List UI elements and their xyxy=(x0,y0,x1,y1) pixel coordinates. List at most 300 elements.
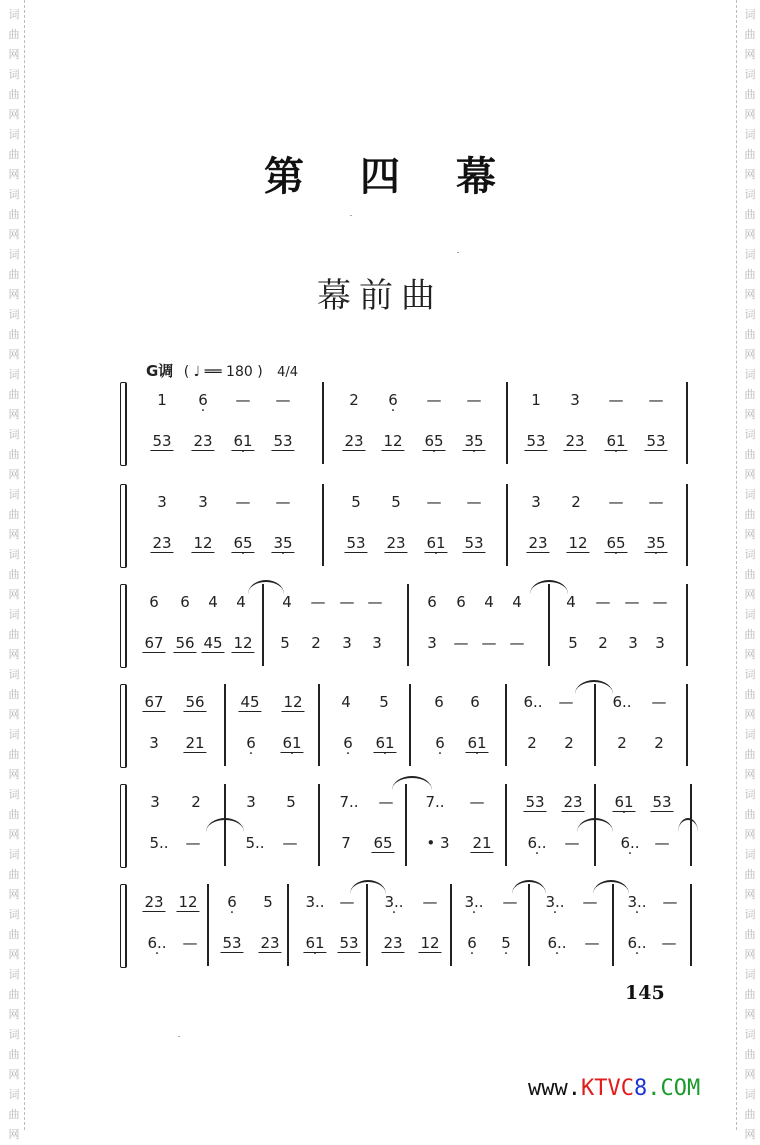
print-speck xyxy=(350,215,352,216)
upper-voice-note: 3 xyxy=(198,493,208,511)
watermark-char: 曲 xyxy=(8,208,20,221)
upper-voice-note: 2 xyxy=(571,493,581,511)
tie-arc xyxy=(512,880,546,894)
barline xyxy=(612,884,614,966)
watermark-char: 曲 xyxy=(8,508,20,521)
watermark-char: 词 xyxy=(744,188,756,201)
lower-voice-note: 5.. xyxy=(149,834,169,852)
upper-voice-note: — xyxy=(558,693,574,711)
lower-voice-note: • 3 xyxy=(426,834,450,852)
watermark-char: 网 xyxy=(744,228,756,241)
watermark-char: 曲 xyxy=(8,868,20,881)
watermark-char: 曲 xyxy=(744,388,756,401)
upper-voice-note: 2 xyxy=(349,391,359,409)
lower-voice-note: 3 xyxy=(655,634,665,652)
upper-voice-note: — xyxy=(235,391,251,409)
site-c: C xyxy=(620,1076,634,1101)
watermark-char: 网 xyxy=(744,1128,756,1141)
system-bracket xyxy=(120,784,127,868)
lower-voice-note: 61 · xyxy=(424,534,447,553)
lower-voice-note: 3 xyxy=(149,734,159,752)
upper-voice-note: 7.. xyxy=(339,793,359,811)
upper-voice-note: — xyxy=(651,693,667,711)
lower-voice-note: 2 xyxy=(617,734,627,752)
tie-arc xyxy=(350,880,386,894)
lower-voice-note: 23 xyxy=(152,534,172,552)
watermark-char: 网 xyxy=(8,288,20,301)
watermark-char: 词 xyxy=(8,68,20,81)
lower-voice-note: 5.. xyxy=(245,834,265,852)
watermark-char: 词 xyxy=(744,788,756,801)
upper-voice-note: 3 xyxy=(157,493,167,511)
lower-voice-note: — xyxy=(453,634,469,652)
site-prefix: www. xyxy=(528,1076,581,1101)
watermark-char: 词 xyxy=(8,548,20,561)
upper-voice-note: — xyxy=(608,493,624,511)
lower-voice-note: 21 xyxy=(472,834,492,852)
watermark-char: 曲 xyxy=(744,148,756,161)
lower-voice-note: 3 xyxy=(427,634,437,652)
lower-voice-note: 3 xyxy=(628,634,638,652)
watermark-char: 词 xyxy=(8,248,20,261)
lower-voice-note: — xyxy=(584,934,600,952)
watermark-char: 词 xyxy=(744,668,756,681)
watermark-char: 曲 xyxy=(8,88,20,101)
watermark-char: 网 xyxy=(8,648,20,661)
barline xyxy=(207,884,209,966)
watermark-group xyxy=(740,5,760,65)
barline xyxy=(366,884,368,966)
score-system xyxy=(0,382,760,464)
watermark-char: 网 xyxy=(744,888,756,901)
system-bracket xyxy=(120,684,127,768)
watermark-char: 网 xyxy=(744,708,756,721)
watermark-char: 词 xyxy=(744,1028,756,1041)
upper-voice-note: — xyxy=(502,893,518,911)
watermark-char: 网 xyxy=(744,768,756,781)
watermark-char: 网 xyxy=(744,588,756,601)
watermark-char: 曲 xyxy=(744,808,756,821)
watermark-char: 曲 xyxy=(744,88,756,101)
watermark-group xyxy=(4,5,24,65)
watermark-char: 曲 xyxy=(8,1108,20,1121)
upper-voice-note: 53 xyxy=(652,793,672,811)
upper-voice-note: — xyxy=(582,893,598,911)
system-bracket xyxy=(120,484,127,568)
score-system xyxy=(0,884,760,966)
watermark-char: 曲 xyxy=(744,328,756,341)
lower-voice-note: 6 · xyxy=(435,734,445,752)
upper-voice-note: 6 xyxy=(434,693,444,711)
watermark-char: 曲 xyxy=(8,808,20,821)
lower-voice-note: 61 · xyxy=(604,432,627,451)
watermark-char: 曲 xyxy=(744,208,756,221)
lower-voice-note: 61 · xyxy=(231,432,254,451)
watermark-char: 曲 xyxy=(744,1108,756,1121)
watermark-char: 曲 xyxy=(744,628,756,641)
barline xyxy=(528,884,530,966)
watermark-char: 网 xyxy=(8,1068,20,1081)
upper-voice-note: 5 xyxy=(286,793,296,811)
upper-voice-note: 3.. · xyxy=(627,893,646,911)
barline xyxy=(409,684,411,766)
watermark-char: 词 xyxy=(8,188,20,201)
lower-voice-note: 65 · xyxy=(231,534,254,553)
watermark-char: 网 xyxy=(744,48,756,61)
watermark-char: 词 xyxy=(744,368,756,381)
score-system xyxy=(0,784,760,866)
watermark-char: 网 xyxy=(8,828,20,841)
watermark-char: 词 xyxy=(8,728,20,741)
watermark-group xyxy=(740,65,760,125)
upper-voice-note: 5 xyxy=(379,693,389,711)
watermark-char: 词 xyxy=(744,1088,756,1101)
watermark-char: 网 xyxy=(744,528,756,541)
upper-voice-note: — xyxy=(275,493,291,511)
watermark-char: 网 xyxy=(744,1008,756,1021)
watermark-char: 网 xyxy=(8,348,20,361)
key-tempo-line xyxy=(146,360,298,381)
barline xyxy=(686,684,688,766)
watermark-char: 曲 xyxy=(8,28,20,41)
lower-voice-note: 12 xyxy=(233,634,253,652)
upper-voice-note: 6 · xyxy=(227,893,237,911)
lower-voice-note: 23 xyxy=(344,432,364,450)
upper-voice-note: — xyxy=(275,391,291,409)
lower-voice-note: 23 xyxy=(193,432,213,450)
watermark-char: 曲 xyxy=(744,568,756,581)
watermark-char: 词 xyxy=(8,8,20,21)
upper-voice-note: 5 xyxy=(351,493,361,511)
watermark-char: 词 xyxy=(744,848,756,861)
upper-voice-note: 4 xyxy=(282,593,292,611)
upper-voice-note: 45 xyxy=(240,693,260,711)
upper-voice-note: — xyxy=(339,893,355,911)
watermark-char: 曲 xyxy=(8,568,20,581)
lower-voice-note: 6 · xyxy=(343,734,353,752)
upper-voice-note: 4 xyxy=(484,593,494,611)
barline xyxy=(287,884,289,966)
watermark-char: 曲 xyxy=(744,688,756,701)
barline xyxy=(318,784,320,866)
watermark-char: 词 xyxy=(744,488,756,501)
watermark-char: 网 xyxy=(8,108,20,121)
upper-voice-note: 3.. · xyxy=(464,893,483,911)
lower-voice-note: 23 xyxy=(260,934,280,952)
upper-voice-note: 3.. · xyxy=(545,893,564,911)
watermark-group xyxy=(4,1025,24,1085)
lower-voice-note: 6 · xyxy=(467,934,477,952)
barline xyxy=(690,884,692,966)
lower-voice-note: 53 xyxy=(526,432,546,450)
watermark-char: 网 xyxy=(744,108,756,121)
lower-voice-note: 12 xyxy=(568,534,588,552)
upper-voice-note: — xyxy=(422,893,438,911)
upper-voice-note: — xyxy=(608,391,624,409)
watermark-char: 网 xyxy=(8,1128,20,1141)
upper-voice-note: 4 xyxy=(512,593,522,611)
lower-voice-note: 2 xyxy=(598,634,608,652)
lower-voice-note: 7 xyxy=(341,834,351,852)
watermark-char: 网 xyxy=(744,468,756,481)
upper-voice-note: 6.. xyxy=(612,693,632,711)
tie-arc xyxy=(577,818,613,832)
barline xyxy=(318,684,320,766)
upper-voice-note: — xyxy=(466,493,482,511)
lower-voice-note: 45 xyxy=(203,634,223,652)
watermark-group xyxy=(4,1085,24,1145)
lower-voice-note: 6.. · xyxy=(627,934,646,952)
act-title: 第四幕 xyxy=(264,153,552,200)
watermark-char: 曲 xyxy=(8,148,20,161)
lower-voice-note: 65 xyxy=(373,834,393,852)
upper-voice-note: — xyxy=(310,593,326,611)
upper-voice-note: 1 xyxy=(157,391,167,409)
watermark-char: 词 xyxy=(8,368,20,381)
watermark-char: 网 xyxy=(8,888,20,901)
lower-voice-note: 3 xyxy=(342,634,352,652)
upper-voice-note: 61 · xyxy=(612,793,635,812)
barline xyxy=(505,684,507,766)
upper-voice-note: 6.. xyxy=(523,693,543,711)
tie-arc xyxy=(678,818,698,832)
upper-voice-note: 1 xyxy=(531,391,541,409)
upper-voice-note: 12 xyxy=(283,693,303,711)
upper-voice-note: 67 xyxy=(144,693,164,711)
watermark-char: 词 xyxy=(8,488,20,501)
upper-voice-note: — xyxy=(662,893,678,911)
watermark-char: 网 xyxy=(8,1008,20,1021)
tempo-marking: ( ♩ ══ 180 ) xyxy=(183,364,263,380)
watermark-char: 曲 xyxy=(744,988,756,1001)
upper-voice-note: 4 xyxy=(566,593,576,611)
upper-voice-note: — xyxy=(426,391,442,409)
watermark-char: 网 xyxy=(8,948,20,961)
upper-voice-note: 6 · xyxy=(198,391,208,409)
lower-voice-note: — xyxy=(185,834,201,852)
tie-arc xyxy=(575,680,613,694)
watermark-group xyxy=(4,965,24,1025)
piece-title: 幕前曲 xyxy=(317,276,443,316)
score-system xyxy=(0,584,760,666)
print-speck xyxy=(457,252,459,253)
lower-voice-note: — xyxy=(182,934,198,952)
lower-voice-note: 53 xyxy=(222,934,242,952)
upper-voice-note: 56 xyxy=(185,693,205,711)
lower-voice-note: 12 xyxy=(193,534,213,552)
watermark-char: 词 xyxy=(744,308,756,321)
key-signature: G调 xyxy=(146,362,174,380)
lower-voice-note: 53 xyxy=(339,934,359,952)
lower-voice-note: 35 · xyxy=(271,534,294,553)
site-suffix: .COM xyxy=(647,1076,701,1101)
lower-voice-note: 21 xyxy=(185,734,205,752)
lower-voice-note: 53 xyxy=(152,432,172,450)
watermark-group xyxy=(4,65,24,125)
watermark-char: 词 xyxy=(744,248,756,261)
watermark-char: 曲 xyxy=(744,508,756,521)
watermark-char: 曲 xyxy=(744,868,756,881)
watermark-char: 网 xyxy=(744,828,756,841)
upper-voice-note: 5 xyxy=(263,893,273,911)
upper-voice-note: 23 xyxy=(144,893,164,911)
lower-voice-note: 67 xyxy=(144,634,164,652)
watermark-char: 词 xyxy=(744,728,756,741)
watermark-char: 词 xyxy=(744,128,756,141)
watermark-char: 曲 xyxy=(8,688,20,701)
watermark-group xyxy=(740,965,760,1025)
lower-voice-note: 65 · xyxy=(604,534,627,553)
watermark-char: 词 xyxy=(744,968,756,981)
lower-voice-note: 23 xyxy=(528,534,548,552)
watermark-char: 网 xyxy=(8,708,20,721)
upper-voice-note: — xyxy=(624,593,640,611)
tie-arc xyxy=(248,580,284,594)
watermark-char: 曲 xyxy=(8,388,20,401)
upper-voice-note: — xyxy=(339,593,355,611)
watermark-char: 曲 xyxy=(8,328,20,341)
barline xyxy=(686,584,688,666)
upper-voice-note: 6 xyxy=(149,593,159,611)
score-system xyxy=(0,684,760,766)
upper-voice-note: 6 xyxy=(470,693,480,711)
lower-voice-note: — xyxy=(654,834,670,852)
upper-voice-note: 6 xyxy=(427,593,437,611)
barline xyxy=(322,484,324,566)
lower-voice-note: 6 · xyxy=(246,734,256,752)
lower-voice-note: 23 xyxy=(383,934,403,952)
upper-voice-note: 4 xyxy=(236,593,246,611)
lower-voice-note: 5 xyxy=(568,634,578,652)
lower-voice-note: 6.. · xyxy=(620,834,639,852)
watermark-char: 曲 xyxy=(8,748,20,761)
watermark-char: 网 xyxy=(8,588,20,601)
lower-voice-note: — xyxy=(481,634,497,652)
watermark-char: 曲 xyxy=(8,268,20,281)
watermark-char: 曲 xyxy=(744,28,756,41)
upper-voice-note: — xyxy=(648,493,664,511)
lower-voice-note: 53 xyxy=(464,534,484,552)
site-8: 8 xyxy=(633,1076,648,1101)
lower-voice-note: — xyxy=(509,634,525,652)
lower-voice-note: 3 xyxy=(372,634,382,652)
watermark-char: 曲 xyxy=(8,628,20,641)
upper-voice-note: — xyxy=(469,793,485,811)
watermark-char: 词 xyxy=(8,608,20,621)
barline xyxy=(505,784,507,866)
barline xyxy=(506,382,508,464)
barline xyxy=(548,584,550,666)
watermark-char: 网 xyxy=(8,528,20,541)
barline xyxy=(407,584,409,666)
watermark-char: 网 xyxy=(8,408,20,421)
upper-voice-note: 6 · xyxy=(388,391,398,409)
watermark-char: 曲 xyxy=(8,448,20,461)
site-ktv: KTV xyxy=(580,1076,621,1101)
watermark-char: 曲 xyxy=(744,1048,756,1061)
watermark-char: 曲 xyxy=(8,1048,20,1061)
upper-voice-note: — xyxy=(367,593,383,611)
lower-voice-note: 12 xyxy=(420,934,440,952)
barline xyxy=(686,382,688,464)
lower-voice-note: 23 xyxy=(565,432,585,450)
barline xyxy=(506,484,508,566)
print-speck xyxy=(178,1036,180,1037)
upper-voice-note: 6 xyxy=(180,593,190,611)
watermark-group xyxy=(740,1085,760,1145)
watermark-char: 网 xyxy=(8,468,20,481)
lower-voice-note: 2 xyxy=(654,734,664,752)
lower-voice-note: 2 xyxy=(564,734,574,752)
upper-voice-note: — xyxy=(652,593,668,611)
watermark-char: 曲 xyxy=(8,988,20,1001)
watermark-char: 词 xyxy=(744,428,756,441)
watermark-char: 网 xyxy=(744,648,756,661)
lower-voice-note: 61 · xyxy=(465,734,488,753)
barline xyxy=(450,884,452,966)
lower-voice-note: 35 · xyxy=(644,534,667,553)
tie-arc xyxy=(593,880,629,894)
watermark-char: 词 xyxy=(744,908,756,921)
upper-voice-note: 3.. xyxy=(305,893,325,911)
lower-voice-note: 2 xyxy=(527,734,537,752)
upper-voice-note: 3.. · xyxy=(384,893,403,911)
lower-voice-note: 6.. · xyxy=(147,934,166,952)
lower-voice-note: 56 xyxy=(175,634,195,652)
lower-voice-note: — xyxy=(564,834,580,852)
barline xyxy=(405,784,407,866)
watermark-char: 网 xyxy=(744,1068,756,1081)
upper-voice-note: — xyxy=(426,493,442,511)
watermark-char: 曲 xyxy=(744,928,756,941)
watermark-char: 词 xyxy=(744,8,756,21)
watermark-char: 词 xyxy=(744,548,756,561)
upper-voice-note: 6 xyxy=(456,593,466,611)
upper-voice-note: 2 xyxy=(191,793,201,811)
watermark-char: 曲 xyxy=(744,448,756,461)
lower-voice-note: 53 xyxy=(273,432,293,450)
watermark-char: 网 xyxy=(8,768,20,781)
lower-voice-note: — xyxy=(282,834,298,852)
watermark-char: 词 xyxy=(744,68,756,81)
system-bracket xyxy=(120,884,127,968)
upper-voice-note: — xyxy=(378,793,394,811)
system-bracket xyxy=(120,382,127,466)
upper-voice-note: 23 xyxy=(563,793,583,811)
lower-voice-note: 5 · xyxy=(501,934,511,952)
upper-voice-note: 5 xyxy=(391,493,401,511)
lower-voice-note: 53 xyxy=(646,432,666,450)
watermark-char: 词 xyxy=(8,788,20,801)
watermark-char: 网 xyxy=(744,348,756,361)
upper-voice-note: 4 xyxy=(341,693,351,711)
lower-voice-note: 6.. · xyxy=(527,834,546,852)
watermark-char: 词 xyxy=(8,668,20,681)
lower-voice-note: 61 · xyxy=(373,734,396,753)
barline xyxy=(594,684,596,766)
watermark-char: 网 xyxy=(744,168,756,181)
barline xyxy=(686,484,688,566)
upper-voice-note: 3 xyxy=(150,793,160,811)
lower-voice-note: 23 xyxy=(386,534,406,552)
upper-voice-note: 3 xyxy=(570,391,580,409)
tie-arc xyxy=(206,818,244,832)
upper-voice-note: 12 xyxy=(178,893,198,911)
lower-voice-note: 12 xyxy=(383,432,403,450)
watermark-char: 曲 xyxy=(744,268,756,281)
upper-voice-note: — xyxy=(595,593,611,611)
lower-voice-note: 61 · xyxy=(303,934,326,953)
